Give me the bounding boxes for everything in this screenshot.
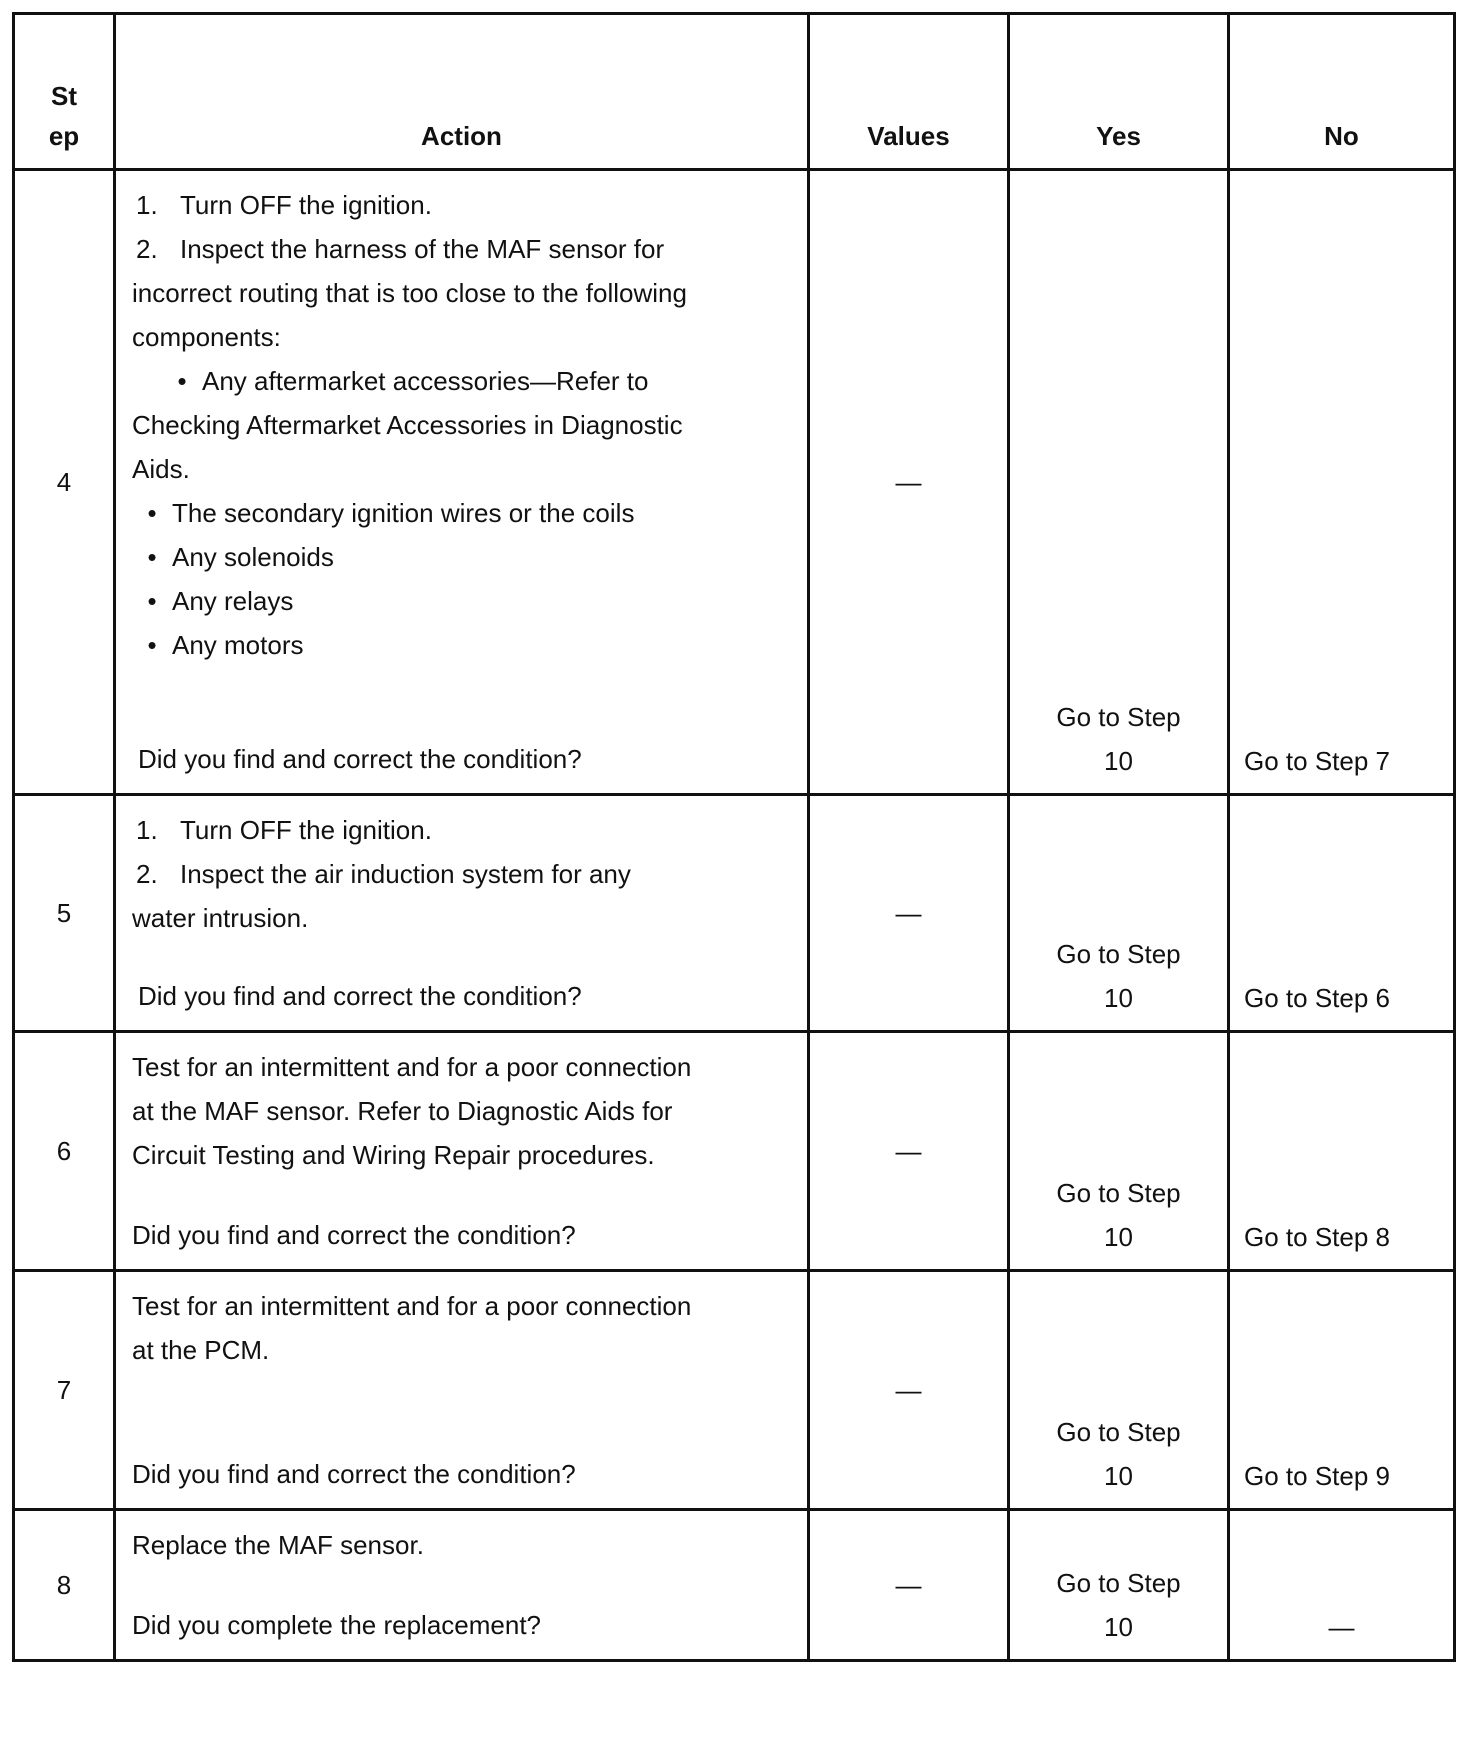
- yes-text-line1: Go to Step: [1056, 1568, 1181, 1598]
- no-cell: Go to Step 6: [1229, 795, 1455, 1032]
- yes-text-line1: Go to Step: [1056, 702, 1181, 732]
- yes-cell: [1009, 1510, 1229, 1661]
- action-question: Did you find and correct the condition?: [138, 981, 582, 1011]
- table-row: [14, 170, 1455, 795]
- action-cell: [115, 1032, 809, 1271]
- values-cell: —: [809, 1032, 1009, 1271]
- table-row: [14, 1271, 1455, 1510]
- action-text: Replace the MAF sensor.: [132, 1530, 424, 1560]
- bullet-icon: •: [147, 542, 157, 572]
- action-text: at the MAF sensor. Refer to Diagnostic Aids for: [132, 1096, 673, 1126]
- header-step-line2: ep: [48, 121, 80, 151]
- yes-text-line2: 10: [1104, 1612, 1133, 1642]
- values-cell: —: [809, 170, 1009, 795]
- yes-text-line2: 10: [1104, 1461, 1133, 1491]
- header-row: [14, 14, 1455, 170]
- action-cell: [115, 1271, 809, 1510]
- action-question: Did you complete the replacement?: [132, 1610, 542, 1640]
- values-cell: —: [809, 795, 1009, 1032]
- action-text: Checking Aftermarket Accessories in Diagnostic: [132, 410, 683, 440]
- action-text: Inspect the harness of the MAF sensor for: [180, 234, 665, 264]
- yes-text-line1: Go to Step: [1056, 1417, 1181, 1447]
- action-question: Did you find and correct the condition?: [132, 1220, 576, 1250]
- action-text: components:: [132, 322, 281, 352]
- yes-text-line1: Go to Step: [1056, 1178, 1181, 1208]
- header-step: [14, 14, 115, 170]
- no-cell: —: [1229, 1510, 1455, 1661]
- action-cell: [115, 1510, 809, 1661]
- step-number: 8: [14, 1510, 115, 1661]
- action-text: Test for an intermittent and for a poor connection: [132, 1291, 692, 1321]
- diagnostic-table: [12, 12, 1456, 1662]
- action-step-1: [132, 183, 793, 227]
- action-text: Any relays: [172, 586, 294, 616]
- action-cell: [115, 795, 809, 1032]
- action-text: Turn OFF the ignition.: [180, 815, 432, 845]
- action-text: Any aftermarket accessories—Refer to: [202, 366, 649, 396]
- table-row: [14, 795, 1455, 1032]
- action-text: incorrect routing that is too close to the following: [132, 278, 687, 308]
- header-no: No: [1229, 14, 1455, 170]
- action-step-1: [132, 808, 793, 852]
- bullet-icon: •: [147, 630, 157, 660]
- list-item: [132, 535, 793, 579]
- yes-text-line1: Go to Step: [1056, 939, 1181, 969]
- action-question: Did you find and correct the condition?: [138, 744, 582, 774]
- bullet-icon: •: [147, 586, 157, 616]
- list-number: 2.: [136, 859, 158, 889]
- no-cell: Go to Step 9: [1229, 1271, 1455, 1510]
- values-cell: —: [809, 1510, 1009, 1661]
- action-text: Inspect the air induction system for any: [180, 859, 631, 889]
- bullet-icon: •: [177, 366, 187, 396]
- header-yes: Yes: [1009, 14, 1229, 170]
- bullet-icon: •: [147, 498, 157, 528]
- yes-cell: [1009, 795, 1229, 1032]
- action-step-2: [132, 852, 793, 896]
- table-row: [14, 1032, 1455, 1271]
- header-step-line1: St: [51, 81, 77, 111]
- no-cell: Go to Step 7: [1229, 170, 1455, 795]
- step-number: 7: [14, 1271, 115, 1510]
- action-text: water intrusion.: [132, 903, 309, 933]
- action-text: Aids.: [132, 454, 190, 484]
- action-text: Any solenoids: [172, 542, 334, 572]
- header-values: Values: [809, 14, 1009, 170]
- yes-text-line2: 10: [1104, 1222, 1133, 1252]
- list-item: [132, 623, 793, 667]
- step-number: 4: [14, 170, 115, 795]
- yes-text-line2: 10: [1104, 983, 1133, 1013]
- action-question: Did you find and correct the condition?: [132, 1459, 576, 1489]
- list-number: 1.: [136, 190, 158, 220]
- list-item: [132, 579, 793, 623]
- action-text: at the PCM.: [132, 1335, 270, 1365]
- yes-text-line2: 10: [1104, 746, 1133, 776]
- action-text: Turn OFF the ignition.: [180, 190, 432, 220]
- list-item: [132, 491, 793, 535]
- no-cell: Go to Step 8: [1229, 1032, 1455, 1271]
- action-cell: [115, 170, 809, 795]
- action-text: The secondary ignition wires or the coils: [172, 498, 635, 528]
- action-sub-bullet: [132, 359, 793, 403]
- yes-cell: [1009, 1271, 1229, 1510]
- action-text: Test for an intermittent and for a poor connection: [132, 1052, 692, 1082]
- header-action: Action: [115, 14, 809, 170]
- table-row: [14, 1510, 1455, 1661]
- list-number: 2.: [136, 234, 158, 264]
- action-step-2: [132, 227, 793, 271]
- step-number: 6: [14, 1032, 115, 1271]
- yes-cell: [1009, 1032, 1229, 1271]
- yes-cell: [1009, 170, 1229, 795]
- values-cell: —: [809, 1271, 1009, 1510]
- action-text: Circuit Testing and Wiring Repair procedures.: [132, 1140, 655, 1170]
- step-number: 5: [14, 795, 115, 1032]
- action-text: Any motors: [172, 630, 304, 660]
- list-number: 1.: [136, 815, 158, 845]
